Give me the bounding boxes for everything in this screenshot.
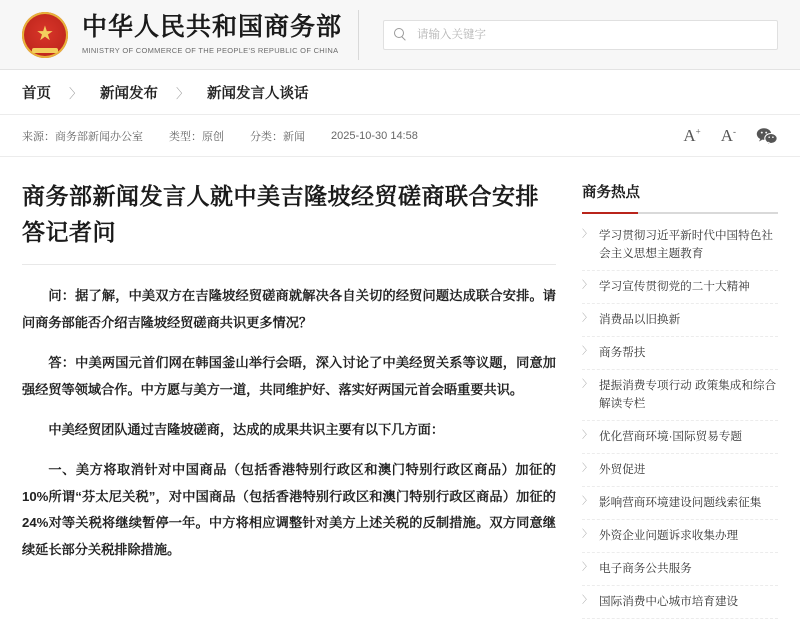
sidebar-link[interactable]: 提振消费专项行动 政策集成和综合解读专栏	[599, 378, 777, 410]
list-item[interactable]	[582, 454, 778, 487]
title-divider	[22, 264, 556, 265]
article-paragraph: 答：中美两国元首们网在韩国釜山举行会晤，深入讨论了中美经贸关系等议题，同意加强经贸等领域合作。中方愿与美方一道，共同维护好、落实好两国元首会晤重要共识。	[22, 355, 556, 397]
site-title-en: MINISTRY OF COMMERCE OF THE PEOPLE'S REPUBLIC OF CHINA	[82, 45, 339, 55]
china-national-emblem-icon	[22, 12, 68, 58]
font-size-increase-button[interactable]	[683, 127, 700, 144]
font-size-increase-sup: +	[695, 126, 701, 137]
sidebar-title: 商务热点	[582, 181, 778, 214]
article-tools	[683, 127, 778, 145]
site-header	[0, 0, 800, 70]
chevron-right-icon: 〉	[582, 378, 592, 390]
meta-type: 类型：原创	[169, 130, 224, 143]
hot-topics-list	[582, 220, 778, 619]
breadcrumb-separator: 〉	[176, 85, 190, 101]
meta-source: 来源：商务部新闻办公室	[22, 130, 143, 143]
search-icon	[394, 28, 407, 41]
chevron-right-icon: 〉	[582, 279, 592, 291]
list-item[interactable]	[582, 487, 778, 520]
font-size-decrease-sup: -	[733, 126, 736, 137]
list-item[interactable]	[582, 271, 778, 304]
search-box[interactable]	[383, 20, 778, 50]
list-item[interactable]	[582, 520, 778, 553]
font-size-decrease-button[interactable]	[721, 127, 736, 144]
chevron-right-icon: 〉	[582, 528, 592, 540]
breadcrumb-item-spokesperson-remarks[interactable]: 新闻发言人谈话	[207, 85, 309, 102]
chevron-right-icon: 〉	[582, 462, 592, 474]
sidebar-link[interactable]: 学习宣传贯彻党的二十大精神	[599, 279, 750, 293]
breadcrumb	[0, 70, 800, 115]
sidebar-link[interactable]: 消费品以旧换新	[599, 312, 681, 326]
list-item[interactable]	[582, 553, 778, 586]
sidebar-link[interactable]: 商务帮扶	[599, 345, 646, 359]
sidebar-link[interactable]: 国际消费中心城市培育建设	[599, 594, 739, 608]
list-item[interactable]	[582, 370, 778, 421]
meta-datetime: 2025-10-30 14:58	[331, 129, 418, 142]
sidebar-link[interactable]: 影响营商环境建设问题线索征集	[599, 495, 762, 509]
list-item[interactable]	[582, 421, 778, 454]
content-wrapper	[0, 157, 800, 619]
list-item[interactable]	[582, 337, 778, 370]
article-paragraph: 中美经贸团队通过吉隆坡磋商，达成的成果共识主要有以下几方面：	[48, 421, 445, 437]
search-input[interactable]	[415, 28, 767, 42]
sidebar-link[interactable]: 外资企业问题诉求收集办理	[599, 528, 739, 542]
chevron-right-icon: 〉	[582, 345, 592, 357]
breadcrumb-separator: 〉	[69, 85, 83, 101]
chevron-right-icon: 〉	[582, 495, 592, 507]
sidebar-link[interactable]: 优化营商环境·国际贸易专题	[599, 429, 742, 443]
sidebar-link[interactable]: 电子商务公共服务	[599, 561, 692, 575]
breadcrumb-item-news-release[interactable]: 新闻发布	[100, 85, 159, 102]
site-title-block	[82, 10, 359, 60]
list-item[interactable]	[582, 304, 778, 337]
site-title-cn: 中华人民共和国商务部	[82, 14, 343, 42]
list-item[interactable]	[582, 586, 778, 619]
article-paragraph: 一、美方将取消针对中国商品（包括香港特别行政区和澳门特别行政区商品）加征的10%所谓“芬太尼关税”，对中国商品（包括香港特别行政区和澳门特别行政区商品）加征的24%对等关税将继续暂停一年。中方将相应调整针对美方上述关税的反制措施。双方同意继续延长部分关税排除措施。	[22, 462, 556, 557]
list-item[interactable]	[582, 220, 778, 271]
article	[22, 157, 556, 619]
meta-category: 分类：新闻	[250, 130, 305, 143]
sidebar-link[interactable]: 外贸促进	[599, 462, 646, 476]
chevron-right-icon: 〉	[582, 561, 592, 573]
chevron-right-icon: 〉	[582, 312, 592, 324]
article-paragraph: 问：据了解，中美双方在吉隆坡经贸磋商就解决各自关切的经贸问题达成联合安排。请问商务部能否介绍吉隆坡经贸磋商共识更多情况？	[22, 288, 556, 330]
breadcrumb-item-home[interactable]: 首页	[22, 85, 51, 102]
wechat-icon[interactable]	[756, 127, 778, 145]
page-title: 商务部新闻发言人就中美吉隆坡经贸磋商联合安排答记者问	[22, 184, 539, 245]
chevron-right-icon: 〉	[582, 229, 592, 240]
chevron-right-icon: 〉	[582, 429, 592, 441]
article-meta-bar	[0, 115, 800, 157]
font-size-decrease-label: A	[720, 126, 733, 145]
chevron-right-icon: 〉	[582, 594, 592, 606]
font-size-increase-label: A	[683, 126, 696, 145]
sidebar	[582, 157, 778, 619]
sidebar-link[interactable]: 学习贯彻习近平新时代中国特色社会主义思想主题教育	[599, 229, 773, 260]
